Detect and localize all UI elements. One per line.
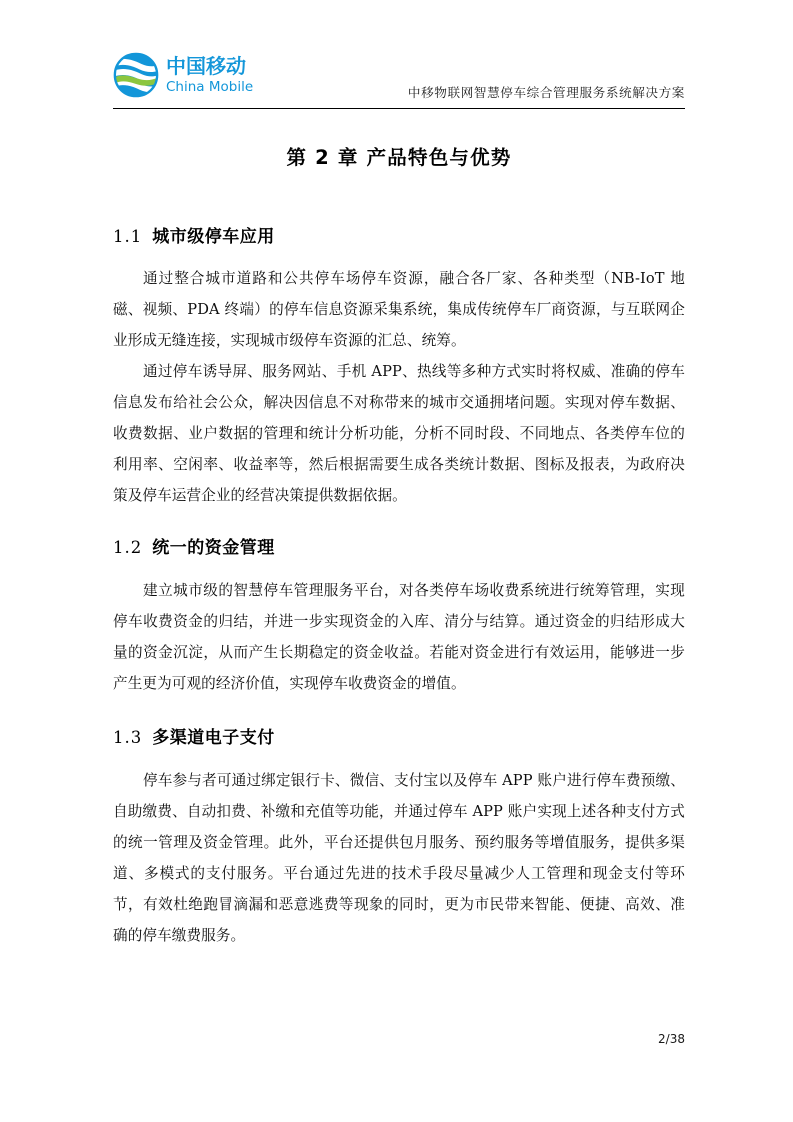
section-title-1-3: 多渠道电子支付 <box>152 728 275 748</box>
china-mobile-logo-icon <box>113 52 159 98</box>
paragraph-1-1-1: 通过整合城市道路和公共停车场停车资源，融合各厂家、各种类型（NB-IoT 地磁、视频、PDA 终端）的停车信息资源采集系统，集成传统停车厂商资源，与互联网企业形成无缝连接，实现城市级停车资源的汇总、统筹。 <box>113 270 685 349</box>
chapter-title: 第 2 章 产品特色与优势 <box>286 146 512 169</box>
header-divider <box>113 108 685 109</box>
paragraph-1-1-2: 通过停车诱导屏、服务网站、手机 APP、热线等多种方式实时将权威、准确的停车信息发布给社会公众，解决因信息不对称带来的城市交通拥堵问题。实现对停车数据、收费数据、业户数据的管理和统计分析功能，分析不同时段、不同地点、各类停车位的利用率、空闲率、收益率等，然后根据需要生成各类统计数据、图标及报表，为政府决策及停车运营企业的经营决策提供数据依据。 <box>113 363 685 504</box>
section-heading-1-1 <box>113 222 685 247</box>
section-number-1-1: 1.1 <box>113 227 143 246</box>
section-number-1-2: 1.2 <box>113 538 143 557</box>
section-heading-1-3 <box>113 723 685 748</box>
section-title-1-1: 城市级停车应用 <box>152 227 275 247</box>
page-number: 2/38 <box>658 1032 685 1046</box>
document-body <box>113 128 685 951</box>
section-title-1-2: 统一的资金管理 <box>152 538 275 558</box>
logo-chinese-name: 中国移动 <box>166 54 246 79</box>
page-footer <box>113 1028 685 1047</box>
section-number-1-3: 1.3 <box>113 728 143 747</box>
section-heading-1-2 <box>113 533 685 558</box>
page-header <box>113 44 685 108</box>
paragraph-1-3-1: 停车参与者可通过绑定银行卡、微信、支付宝以及停车 APP 账户进行停车费预缴、自助缴费、自动扣费、补缴和充值等功能，并通过停车 APP 账户实现上述各种支付方式的统一管理及资金管理。此外，平台还提供包月服务、预约服务等增值服务，提供多渠道、多模式的支付服务。平台通过先进的技术手段尽量减少人工管理和现金支付等环节，有效杜绝跑冒滴漏和恶意逃费等现象的同时，更为市民带来智能、便捷、高效、准确的停车缴费服务。 <box>113 772 685 944</box>
header-document-title: 中移物联网智慧停车综合管理服务系统解决方案 <box>407 85 685 100</box>
paragraph-1-2-1: 建立城市级的智慧停车管理服务平台，对各类停车场收费系统进行统筹管理，实现停车收费资金的归结，并进一步实现资金的入库、清分与结算。通过资金的归结形成大量的资金沉淀，从而产生长期稳定的资金收益。若能对资金进行有效运用，能够进一步产生更为可观的经济价值，实现停车收费资金的增值。 <box>113 582 685 692</box>
logo-wordmark <box>166 56 253 94</box>
china-mobile-logo <box>113 52 253 98</box>
logo-english-name: China Mobile <box>166 78 254 95</box>
